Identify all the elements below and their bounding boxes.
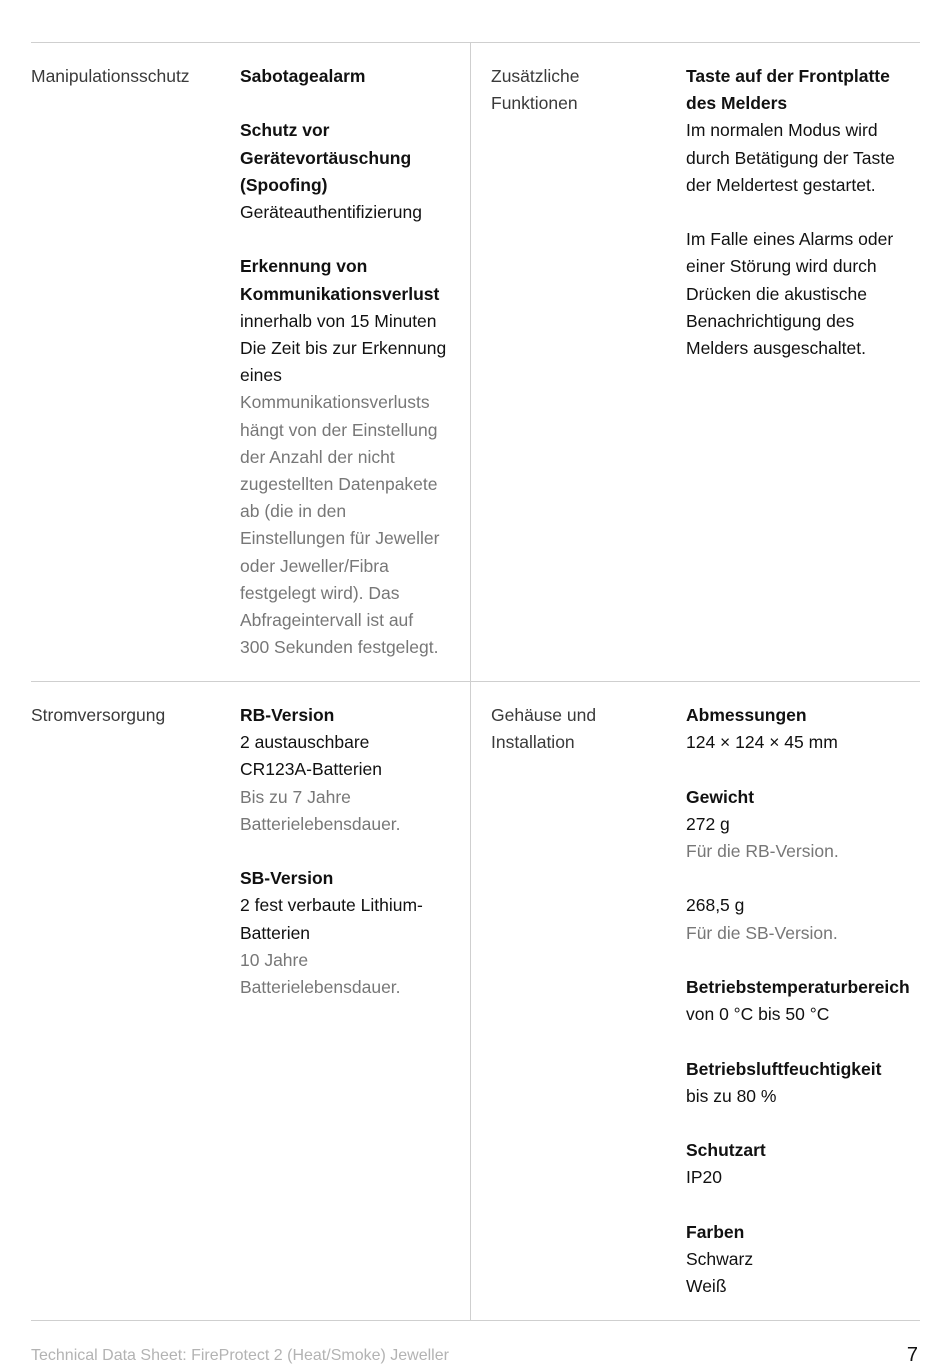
spec-value: einer Störung wird durch xyxy=(686,256,877,277)
spec-entry xyxy=(686,1137,920,1191)
spec-value: CR123A-Batterien xyxy=(240,759,383,780)
spec-note: Batterielebensdauer. xyxy=(240,977,401,998)
row2-left-label xyxy=(31,702,231,729)
spec-heading: Gewicht xyxy=(686,786,755,807)
spec-value: Geräteauthentifizierung xyxy=(240,202,422,222)
row1-right-value xyxy=(686,63,920,362)
spec-heading: Taste auf der Frontplatte xyxy=(686,66,890,86)
spec-entry xyxy=(686,784,920,866)
spec-entry xyxy=(240,865,468,1001)
page-number: 7 xyxy=(906,1344,918,1366)
spec-value: durch Betätigung der Taste xyxy=(686,147,895,168)
spec-value: von 0 °C bis 50 °C xyxy=(686,1004,830,1025)
spec-value: IP20 xyxy=(686,1167,722,1188)
spec-value: Die Zeit bis zur Erkennung xyxy=(240,338,447,358)
spec-note: Einstellungen für Jeweller xyxy=(240,528,440,549)
cell-label-line: Funktionen xyxy=(491,93,578,114)
row2-right-label xyxy=(491,702,676,756)
row1-left-label xyxy=(31,63,231,90)
spec-heading: Kommunikationsverlust xyxy=(240,283,440,304)
spec-value: 272 g xyxy=(686,813,730,834)
spec-entry xyxy=(240,253,468,661)
spec-entry xyxy=(686,702,920,756)
spec-note: Batterielebensdauer. xyxy=(240,813,401,834)
cell-label-line: Installation xyxy=(491,732,575,753)
spec-entry xyxy=(686,1056,920,1110)
row2-left-value xyxy=(240,702,468,1001)
spec-value: 268,5 g xyxy=(686,895,745,916)
spec-heading: des Melders xyxy=(686,93,788,114)
spec-entry xyxy=(686,974,920,1028)
spec-entry xyxy=(686,892,920,946)
spec-heading: Schutzart xyxy=(686,1140,766,1161)
cell-label-line: Stromversorgung xyxy=(31,705,166,725)
spec-value: eines xyxy=(240,365,282,386)
column-divider xyxy=(470,43,471,1321)
spec-heading: Sabotagealarm xyxy=(240,66,366,86)
spec-note: Für die RB-Version. xyxy=(686,841,839,861)
spec-note: Für die SB-Version. xyxy=(686,922,838,943)
spec-value: innerhalb von 15 Minuten xyxy=(240,310,437,331)
spec-note: festgelegt wird). Das xyxy=(240,582,400,603)
spec-value: Benachrichtigung des xyxy=(686,310,855,331)
row1-left-value xyxy=(240,63,468,661)
spec-heading: Farben xyxy=(686,1221,745,1242)
cell-label-line: Zusätzliche xyxy=(491,66,580,86)
spec-heading: Gerätevortäuschung xyxy=(240,147,412,168)
spec-note: ab (die in den xyxy=(240,501,347,522)
cell-label-line: Gehäuse und xyxy=(491,705,597,725)
row-divider xyxy=(31,681,920,682)
spec-value: Im normalen Modus wird xyxy=(686,120,878,141)
spec-note: 300 Sekunden festgelegt. xyxy=(240,637,439,658)
spec-value: Schwarz xyxy=(686,1248,754,1269)
spec-note: oder Jeweller/Fibra xyxy=(240,555,389,576)
top-divider xyxy=(31,42,920,43)
spec-heading: Schutz vor xyxy=(240,120,330,141)
spec-heading: Abmessungen xyxy=(686,705,807,725)
footer-document-title: Technical Data Sheet: FireProtect 2 (Heat/Smoke) Jeweller xyxy=(31,1347,449,1364)
cell-label-line: Manipulationsschutz xyxy=(31,66,190,86)
spec-note: zugestellten Datenpakete xyxy=(240,474,438,495)
spec-heading: (Spoofing) xyxy=(240,174,328,195)
spec-entry xyxy=(240,702,468,838)
spec-note: Bis zu 7 Jahre xyxy=(240,786,351,807)
spec-heading: Betriebstemperaturbereich xyxy=(686,976,910,997)
spec-note: Abfrageintervall ist auf xyxy=(240,610,414,631)
spec-value: Weiß xyxy=(686,1276,727,1297)
spec-heading: SB-Version xyxy=(240,868,334,889)
bottom-divider xyxy=(31,1320,920,1321)
spec-value: der Meldertest gestartet. xyxy=(686,174,876,195)
spec-value: 2 austauschbare xyxy=(240,732,370,753)
spec-entry xyxy=(240,63,468,90)
spec-heading: Betriebsluftfeuchtigkeit xyxy=(686,1058,882,1079)
spec-heading: RB-Version xyxy=(240,705,335,725)
spec-heading: Erkennung von xyxy=(240,256,368,277)
spec-value: Im Falle eines Alarms oder xyxy=(686,229,894,250)
spec-entry xyxy=(686,63,920,199)
spec-value: 124 × 124 × 45 mm xyxy=(686,732,838,753)
spec-note: Kommunikationsverlusts xyxy=(240,392,430,413)
spec-value: Batterien xyxy=(240,922,311,943)
spec-value: 2 fest verbaute Lithium- xyxy=(240,895,423,916)
spec-entry xyxy=(240,117,468,226)
spec-value: bis zu 80 % xyxy=(686,1085,777,1106)
spec-note: hängt von der Einstellung xyxy=(240,419,438,440)
spec-entry xyxy=(686,226,920,362)
spec-value: Drücken die akustische xyxy=(686,283,867,304)
spec-entry xyxy=(686,1219,920,1301)
spec-value: Melders ausgeschaltet. xyxy=(686,338,866,359)
row2-right-value xyxy=(686,702,920,1300)
row1-right-label xyxy=(491,63,676,117)
spec-note: der Anzahl der nicht xyxy=(240,446,395,467)
spec-note: 10 Jahre xyxy=(240,949,309,970)
